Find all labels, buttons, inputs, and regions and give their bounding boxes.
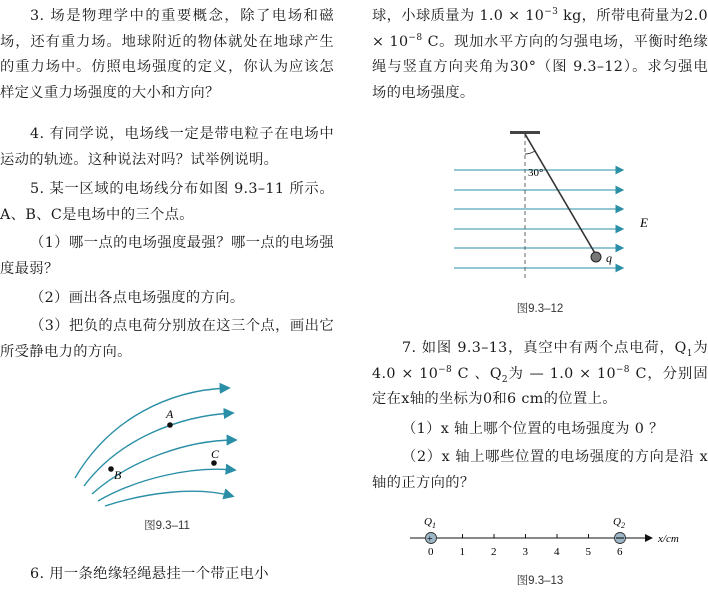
label-a: A xyxy=(166,407,174,421)
x-axis-ticks xyxy=(431,534,620,538)
label-c: C xyxy=(211,447,220,461)
question-7-part-2: （2）x 轴上哪些位置的电场强度的方向是沿 x轴的正方向的？ xyxy=(372,449,708,491)
q1-label: $Q_1$ xyxy=(424,516,436,530)
x-tick-label-0: 0 xyxy=(428,546,434,558)
q2-label: $Q_2$ xyxy=(613,516,625,530)
label-b: B xyxy=(114,468,122,482)
axis-unit-label: x/cm xyxy=(658,533,679,545)
figure-9-3-11-caption: 图9.3–11 xyxy=(144,520,190,532)
question-5-part-1: （1）哪一点的电场强度最强？哪一点的电场强度最弱？ xyxy=(0,235,334,277)
question-5-part-3: （3）把负的点电荷分别放在这三个点，画出它所受静电力的方向。 xyxy=(0,318,334,360)
question-7: 7. 如图 9.3–13，真空中有两个点电荷，$Q_1$为 $4.0 \times 10^{-8}$ C 、$Q_2$为 — $1.0 \times 10^{-8}$ C，分别固定在x轴的坐标为0和6 cm的位置上。 xyxy=(372,340,708,408)
question-6-continued: 球，小球质量为 $1.0 \times 10^{-3}$ kg，所带电荷量为$2.0 \times 10^{-8}$ C。现加水平方向的匀强电场，平衡时绝缘绳与竖直方向夹角为30°（图 9.3–12）。求匀强电场的电场强度。 xyxy=(372,7,708,101)
question-7-part-1: （1）x 轴上哪个位置的电场强度为 0 ？ xyxy=(402,421,664,437)
question-5: 5. 某一区域的电场线分布如图 9.3–11 所示。A、B、C是电场中的三个点。 xyxy=(0,181,334,223)
point-a xyxy=(167,422,173,428)
question-4: 4. 有同学说，电场线一定是带电粒子在电场中运动的轨迹。这种说法对吗？试举例说明。 xyxy=(0,126,334,168)
charged-ball xyxy=(591,252,601,262)
x-tick-label-5: 5 xyxy=(585,546,591,558)
question-5-part-2: （2）画出各点电场强度的方向。 xyxy=(30,290,245,306)
angle-arc xyxy=(525,151,535,154)
insulating-string xyxy=(525,134,596,255)
charge-label: q xyxy=(606,251,612,265)
point-b xyxy=(108,466,114,472)
x-tick-label-2: 2 xyxy=(491,546,497,558)
figure-9-3-11 xyxy=(70,378,250,508)
figure-9-3-12-caption: 图9.3–12 xyxy=(516,303,564,315)
ceiling-support xyxy=(510,131,540,134)
figure-9-3-12 xyxy=(454,128,664,278)
point-c xyxy=(211,460,217,466)
x-axis-tick-labels xyxy=(428,546,623,558)
question-6-start: 6. 用一条绝缘轻绳悬挂一个带正电小 xyxy=(30,566,269,582)
angle-label: 30° xyxy=(528,167,544,179)
field-label: E xyxy=(640,215,648,230)
x-tick-label-4: 4 xyxy=(554,546,560,558)
x-tick-label-1: 1 xyxy=(459,546,465,558)
figure-9-3-13 xyxy=(400,510,706,570)
x-tick-label-6: 6 xyxy=(617,546,623,558)
plus-icon: + xyxy=(427,534,433,545)
figure-9-3-13-caption: 图9.3–13 xyxy=(516,575,564,587)
x-tick-label-3: 3 xyxy=(522,546,528,558)
question-3: 3. 场是物理学中的重要概念，除了电场和磁场，还有重力场。地球附近的物体就处在地球产生的重力场中。仿照电场强度的定义，你认为应该怎样定义重力场强度的大小和方向？ xyxy=(0,8,334,101)
